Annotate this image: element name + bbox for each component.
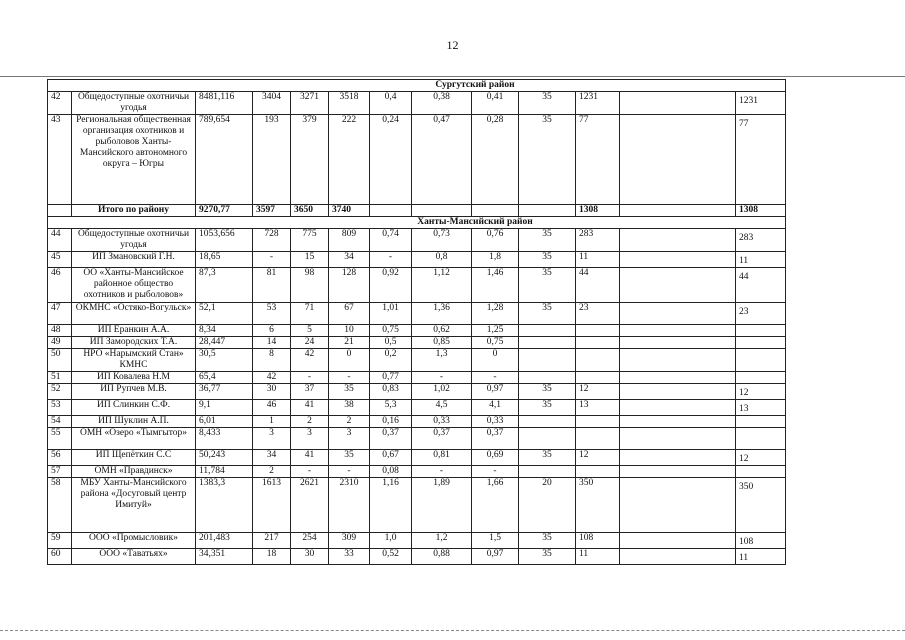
organization-name: ООО «Промысловик» bbox=[72, 533, 196, 549]
table-cell: 42 bbox=[253, 372, 291, 384]
table-cell bbox=[576, 466, 620, 478]
table-cell: 35 bbox=[519, 252, 576, 268]
table-cell: 108 bbox=[736, 533, 786, 549]
table-cell: 379 bbox=[291, 115, 329, 205]
table-cell: - bbox=[329, 466, 370, 478]
table-cell: 1,28 bbox=[472, 303, 519, 325]
table-cell: 0,52 bbox=[370, 549, 412, 565]
organization-name: МБУ Ханты-Мансийского района «Досуговый центр Имитуй» bbox=[72, 478, 196, 533]
table-cell: 728 bbox=[253, 229, 291, 252]
table-cell bbox=[412, 205, 472, 217]
table-cell: 6 bbox=[253, 325, 291, 337]
table-row bbox=[48, 384, 786, 400]
total-area: 9270,77 bbox=[196, 205, 253, 217]
table-cell: 41 bbox=[291, 400, 329, 416]
table-cell: 35 bbox=[519, 115, 576, 205]
section-title: Сургутский район bbox=[48, 80, 786, 92]
table-cell bbox=[519, 372, 576, 384]
table-cell bbox=[736, 325, 786, 337]
table-cell: 0,75 bbox=[370, 325, 412, 337]
table-cell: 35 bbox=[519, 268, 576, 303]
table-cell bbox=[519, 466, 576, 478]
table-cell: 44 bbox=[736, 268, 786, 303]
table-cell: 0,47 bbox=[412, 115, 472, 205]
table-cell: 1,89 bbox=[412, 478, 472, 533]
table-cell: 0 bbox=[329, 349, 370, 372]
table-cell: 2 bbox=[329, 416, 370, 428]
table-cell bbox=[620, 115, 736, 205]
table-cell: 0,2 bbox=[370, 349, 412, 372]
table-cell: 217 bbox=[253, 533, 291, 549]
table-cell: 0,76 bbox=[472, 229, 519, 252]
row-number: 48 bbox=[48, 325, 72, 337]
table-cell bbox=[620, 92, 736, 115]
table-cell bbox=[620, 229, 736, 252]
table-cell: 283 bbox=[736, 229, 786, 252]
table-cell: 775 bbox=[291, 229, 329, 252]
table-cell bbox=[620, 478, 736, 533]
organization-name: Общедоступные охотничьи угодья bbox=[72, 92, 196, 115]
organization-name: ИП Змановский Г.Н. bbox=[72, 252, 196, 268]
table-cell bbox=[519, 325, 576, 337]
table-cell: 36,77 bbox=[196, 384, 253, 400]
table-cell: 1,16 bbox=[370, 478, 412, 533]
table-cell: 9,1 bbox=[196, 400, 253, 416]
table-cell: 11 bbox=[576, 252, 620, 268]
table-cell: 30 bbox=[253, 384, 291, 400]
table-cell: 3 bbox=[291, 428, 329, 450]
section-title: Ханты-Мансийский район bbox=[48, 217, 786, 229]
table-cell: 1,5 bbox=[472, 533, 519, 549]
table-cell: 6,01 bbox=[196, 416, 253, 428]
table-cell bbox=[519, 428, 576, 450]
table-cell bbox=[576, 416, 620, 428]
table-row bbox=[48, 450, 786, 466]
table-cell: 46 bbox=[253, 400, 291, 416]
table-cell bbox=[519, 337, 576, 349]
table-cell bbox=[620, 252, 736, 268]
row-number: 58 bbox=[48, 478, 72, 533]
table-cell: 193 bbox=[253, 115, 291, 205]
table-cell: 789,654 bbox=[196, 115, 253, 205]
table-cell: 5 bbox=[291, 325, 329, 337]
table-cell: 37 bbox=[291, 384, 329, 400]
table-cell bbox=[736, 428, 786, 450]
table-row bbox=[48, 416, 786, 428]
table-cell: 0,33 bbox=[412, 416, 472, 428]
row-number: 43 bbox=[48, 115, 72, 205]
organization-name: ОМН «Озеро «Тымгытор» bbox=[72, 428, 196, 450]
page-number: 12 bbox=[446, 38, 459, 52]
row-number: 51 bbox=[48, 372, 72, 384]
table-cell bbox=[620, 268, 736, 303]
table-cell: 23 bbox=[576, 303, 620, 325]
table-cell: 4,5 bbox=[412, 400, 472, 416]
table-cell: 0,24 bbox=[370, 115, 412, 205]
row-number: 46 bbox=[48, 268, 72, 303]
table-cell bbox=[736, 372, 786, 384]
table-cell: 1,8 bbox=[472, 252, 519, 268]
row-number: 42 bbox=[48, 92, 72, 115]
table-cell bbox=[370, 205, 412, 217]
table-cell: 283 bbox=[576, 229, 620, 252]
table-cell: 14 bbox=[253, 337, 291, 349]
table-cell: - bbox=[291, 372, 329, 384]
organization-name: ОО «Ханты-Мансийское районное общество охотников и рыболовов» bbox=[72, 268, 196, 303]
table-cell bbox=[519, 205, 576, 217]
table-cell: 3404 bbox=[253, 92, 291, 115]
table-cell: 309 bbox=[329, 533, 370, 549]
table-cell: 128 bbox=[329, 268, 370, 303]
table-cell: 0,28 bbox=[472, 115, 519, 205]
table-cell: 30,5 bbox=[196, 349, 253, 372]
table-cell: 21 bbox=[329, 337, 370, 349]
table-cell: 1,36 bbox=[412, 303, 472, 325]
table-cell: 0,41 bbox=[472, 92, 519, 115]
table-cell bbox=[620, 549, 736, 565]
table-cell: 1053,656 bbox=[196, 229, 253, 252]
table-cell: 108 bbox=[576, 533, 620, 549]
table-cell: 0,38 bbox=[412, 92, 472, 115]
table-cell: 2310 bbox=[329, 478, 370, 533]
table-cell: 41 bbox=[291, 450, 329, 466]
total-label: Итого по району bbox=[72, 205, 196, 217]
table-row bbox=[48, 252, 786, 268]
table-cell: 11 bbox=[576, 549, 620, 565]
table-cell: 0,37 bbox=[472, 428, 519, 450]
table-cell: 20 bbox=[519, 478, 576, 533]
table-cell: 254 bbox=[291, 533, 329, 549]
table-cell: 33 bbox=[329, 549, 370, 565]
table-cell: 35 bbox=[519, 533, 576, 549]
table-cell: 0,33 bbox=[472, 416, 519, 428]
table-row bbox=[48, 92, 786, 115]
table-cell: 3 bbox=[253, 428, 291, 450]
table-cell: 52,1 bbox=[196, 303, 253, 325]
table-cell: 11 bbox=[736, 549, 786, 565]
table-cell: 0,37 bbox=[412, 428, 472, 450]
table-cell bbox=[519, 349, 576, 372]
table-cell: 1,25 bbox=[472, 325, 519, 337]
organization-name: ИП Еранкин А.А. bbox=[72, 325, 196, 337]
table-cell bbox=[620, 205, 736, 217]
table-cell bbox=[620, 450, 736, 466]
table-cell: 8481,116 bbox=[196, 92, 253, 115]
table-cell: 0,97 bbox=[472, 549, 519, 565]
table-cell: 0,77 bbox=[370, 372, 412, 384]
table-cell: 18,65 bbox=[196, 252, 253, 268]
table-cell: 67 bbox=[329, 303, 370, 325]
table-cell bbox=[620, 533, 736, 549]
table-row bbox=[48, 549, 786, 565]
page-top-rule bbox=[0, 76, 905, 77]
table-cell bbox=[519, 416, 576, 428]
table-cell bbox=[576, 428, 620, 450]
table-cell: 0,8 bbox=[412, 252, 472, 268]
table-cell bbox=[736, 349, 786, 372]
table-row bbox=[48, 400, 786, 416]
table-cell bbox=[620, 384, 736, 400]
table-cell: 35 bbox=[519, 400, 576, 416]
table-cell: 1,3 bbox=[412, 349, 472, 372]
table-cell bbox=[620, 466, 736, 478]
table-row bbox=[48, 478, 786, 533]
table-row bbox=[48, 372, 786, 384]
total-quota: 1308 bbox=[576, 205, 620, 217]
table-cell: 23 bbox=[736, 303, 786, 325]
total-count-2: 3650 bbox=[291, 205, 329, 217]
table-cell: 0,97 bbox=[472, 384, 519, 400]
table-cell: 87,3 bbox=[196, 268, 253, 303]
table-cell: 1383,3 bbox=[196, 478, 253, 533]
page-bottom-rule bbox=[0, 630, 905, 631]
table-cell: - bbox=[472, 466, 519, 478]
table-cell: - bbox=[253, 252, 291, 268]
table-cell: 0,4 bbox=[370, 92, 412, 115]
table-cell: 0,88 bbox=[412, 549, 472, 565]
table-cell: 0,37 bbox=[370, 428, 412, 450]
table-cell: 0,67 bbox=[370, 450, 412, 466]
table-cell: 8,34 bbox=[196, 325, 253, 337]
table-cell: 28,447 bbox=[196, 337, 253, 349]
table-cell: 222 bbox=[329, 115, 370, 205]
table-cell: 3 bbox=[329, 428, 370, 450]
organization-name: Региональная общественная организация охотников и рыболовов Ханты-Мансийского автономного округа – Югры bbox=[72, 115, 196, 205]
table-cell: 30 bbox=[291, 549, 329, 565]
table-cell: 1231 bbox=[576, 92, 620, 115]
table-cell: 10 bbox=[329, 325, 370, 337]
table-cell: 98 bbox=[291, 268, 329, 303]
row-number: 50 bbox=[48, 349, 72, 372]
table-cell: 3271 bbox=[291, 92, 329, 115]
table-cell bbox=[576, 372, 620, 384]
organization-name: ИП Слинкин С.Ф. bbox=[72, 400, 196, 416]
table-cell: 15 bbox=[291, 252, 329, 268]
table-cell: 0,69 bbox=[472, 450, 519, 466]
table-cell: 12 bbox=[576, 384, 620, 400]
table-cell: 42 bbox=[291, 349, 329, 372]
table-cell: 0,16 bbox=[370, 416, 412, 428]
row-number: 53 bbox=[48, 400, 72, 416]
table-cell: 0,81 bbox=[412, 450, 472, 466]
table-cell: 53 bbox=[253, 303, 291, 325]
table-cell: 0,75 bbox=[472, 337, 519, 349]
table-cell: 0,73 bbox=[412, 229, 472, 252]
table-cell bbox=[48, 205, 72, 217]
table-cell: 1,2 bbox=[412, 533, 472, 549]
table-cell: 1,0 bbox=[370, 533, 412, 549]
table-cell: 0,74 bbox=[370, 229, 412, 252]
table-cell: 2 bbox=[253, 466, 291, 478]
row-number: 60 bbox=[48, 549, 72, 565]
table-cell: 24 bbox=[291, 337, 329, 349]
table-cell: 35 bbox=[519, 92, 576, 115]
table-cell bbox=[736, 416, 786, 428]
row-number: 56 bbox=[48, 450, 72, 466]
table-cell: 2 bbox=[291, 416, 329, 428]
row-number: 45 bbox=[48, 252, 72, 268]
table-row bbox=[48, 533, 786, 549]
table-cell: 35 bbox=[329, 384, 370, 400]
table-cell: 34 bbox=[253, 450, 291, 466]
table-cell: 38 bbox=[329, 400, 370, 416]
table-cell bbox=[576, 325, 620, 337]
organization-name: ИП Замородских Т.А. bbox=[72, 337, 196, 349]
table-row bbox=[48, 325, 786, 337]
organization-name: ОМН «Правдинск» bbox=[72, 466, 196, 478]
table-cell bbox=[576, 337, 620, 349]
organization-name: ИП Щепёткин С.С bbox=[72, 450, 196, 466]
table-cell: 13 bbox=[576, 400, 620, 416]
organization-name: Общедоступные охотничьи угодья bbox=[72, 229, 196, 252]
organization-name: ОКМНС «Остяко-Вогульск» bbox=[72, 303, 196, 325]
table-cell: 11,784 bbox=[196, 466, 253, 478]
table-cell: 0,62 bbox=[412, 325, 472, 337]
table-cell: - bbox=[412, 372, 472, 384]
organization-name: НРО «Нарымский Стан» КМНС bbox=[72, 349, 196, 372]
hunting-quota-table bbox=[47, 79, 786, 565]
organization-name: ИП Ковалева Н.М bbox=[72, 372, 196, 384]
table-cell: 35 bbox=[519, 549, 576, 565]
row-number: 54 bbox=[48, 416, 72, 428]
table-cell bbox=[472, 205, 519, 217]
table-cell: 81 bbox=[253, 268, 291, 303]
table-cell: 0 bbox=[472, 349, 519, 372]
table-cell: 201,483 bbox=[196, 533, 253, 549]
table-cell: 4,1 bbox=[472, 400, 519, 416]
table-cell: 0,85 bbox=[412, 337, 472, 349]
table-cell: - bbox=[472, 372, 519, 384]
row-number: 52 bbox=[48, 384, 72, 400]
table-cell bbox=[736, 337, 786, 349]
table-cell: 1,66 bbox=[472, 478, 519, 533]
table-cell: 8,433 bbox=[196, 428, 253, 450]
organization-name: ООО «Таватьях» bbox=[72, 549, 196, 565]
table-cell bbox=[620, 349, 736, 372]
table-cell: 5,3 bbox=[370, 400, 412, 416]
table-cell bbox=[620, 303, 736, 325]
table-cell bbox=[620, 428, 736, 450]
row-number: 59 bbox=[48, 533, 72, 549]
table-row bbox=[48, 229, 786, 252]
table-cell: 13 bbox=[736, 400, 786, 416]
section-header bbox=[48, 217, 786, 229]
table-cell: 35 bbox=[519, 229, 576, 252]
table-cell: 50,243 bbox=[196, 450, 253, 466]
table-cell: 12 bbox=[736, 450, 786, 466]
table-cell: 44 bbox=[576, 268, 620, 303]
table-cell: 350 bbox=[736, 478, 786, 533]
table-cell: - bbox=[370, 252, 412, 268]
table-row bbox=[48, 303, 786, 325]
table-row bbox=[48, 115, 786, 205]
table-cell: 8 bbox=[253, 349, 291, 372]
table-cell: 1,46 bbox=[472, 268, 519, 303]
row-number: 49 bbox=[48, 337, 72, 349]
table-cell: 11 bbox=[736, 252, 786, 268]
table-cell: 35 bbox=[519, 303, 576, 325]
table-row bbox=[48, 349, 786, 372]
total-count-1: 3597 bbox=[253, 205, 291, 217]
organization-name: ИП Шуклин А.П. bbox=[72, 416, 196, 428]
table-cell: 1,12 bbox=[412, 268, 472, 303]
table-cell: 12 bbox=[736, 384, 786, 400]
table-cell: 0,92 bbox=[370, 268, 412, 303]
organization-name: ИП Рупчев М.В. bbox=[72, 384, 196, 400]
table-cell: 35 bbox=[329, 450, 370, 466]
table-cell: 3518 bbox=[329, 92, 370, 115]
table-row bbox=[48, 466, 786, 478]
table-cell: 1231 bbox=[736, 92, 786, 115]
table-cell: 65,4 bbox=[196, 372, 253, 384]
table-cell: 1,02 bbox=[412, 384, 472, 400]
total-final: 1308 bbox=[736, 205, 786, 217]
table-cell: - bbox=[329, 372, 370, 384]
table-cell: - bbox=[291, 466, 329, 478]
table-cell bbox=[620, 372, 736, 384]
row-number: 57 bbox=[48, 466, 72, 478]
table-cell: 350 bbox=[576, 478, 620, 533]
table-cell: 34 bbox=[329, 252, 370, 268]
total-count-3: 3740 bbox=[329, 205, 370, 217]
row-number: 44 bbox=[48, 229, 72, 252]
table-cell: 12 bbox=[576, 450, 620, 466]
table-cell: 0,08 bbox=[370, 466, 412, 478]
row-number: 47 bbox=[48, 303, 72, 325]
table-cell: 35 bbox=[519, 450, 576, 466]
table-cell bbox=[620, 325, 736, 337]
table-cell: 18 bbox=[253, 549, 291, 565]
table-row bbox=[48, 268, 786, 303]
table-cell: 1,01 bbox=[370, 303, 412, 325]
table-cell: 0,83 bbox=[370, 384, 412, 400]
table-cell bbox=[736, 466, 786, 478]
total-row bbox=[48, 205, 786, 217]
table-cell: 77 bbox=[576, 115, 620, 205]
table-cell: 1613 bbox=[253, 478, 291, 533]
table-cell: 35 bbox=[519, 384, 576, 400]
table-cell: 71 bbox=[291, 303, 329, 325]
table-cell: 77 bbox=[736, 115, 786, 205]
table-row bbox=[48, 428, 786, 450]
table-row bbox=[48, 337, 786, 349]
table-cell: 809 bbox=[329, 229, 370, 252]
table-cell bbox=[620, 337, 736, 349]
table-cell bbox=[576, 349, 620, 372]
table-cell bbox=[620, 400, 736, 416]
table-cell bbox=[620, 416, 736, 428]
row-number: 55 bbox=[48, 428, 72, 450]
section-header bbox=[48, 80, 786, 92]
table-cell: - bbox=[412, 466, 472, 478]
table-cell: 1 bbox=[253, 416, 291, 428]
table-cell: 0,5 bbox=[370, 337, 412, 349]
table-cell: 2621 bbox=[291, 478, 329, 533]
table-cell: 34,351 bbox=[196, 549, 253, 565]
